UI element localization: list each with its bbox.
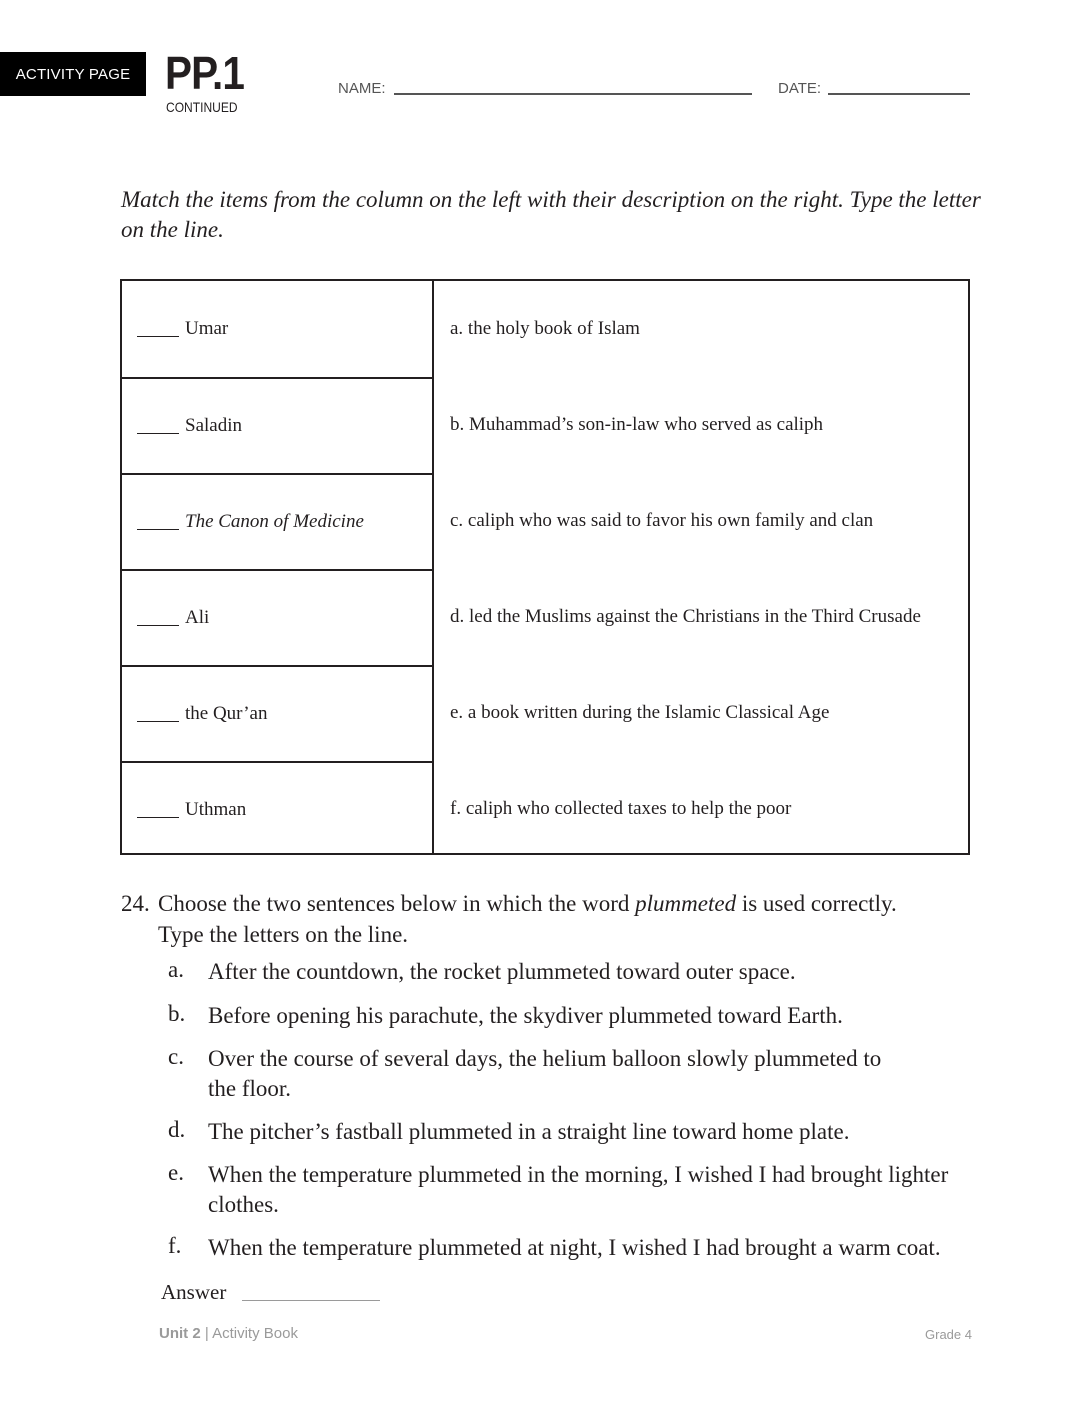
footer-grade: Grade 4 (925, 1327, 972, 1342)
question-emphasis: plummeted (635, 891, 737, 916)
continued-label: CONTINUED (166, 99, 238, 115)
matching-description: f. caliph who collected taxes to help the poor (450, 798, 792, 819)
matching-left-row (122, 473, 432, 569)
option-text: After the countdown, the rocket plummeted toward outer space. (208, 959, 796, 984)
option-letter: d. (168, 1117, 186, 1142)
option-text: When the temperature plummeted at night, I wished I had brought a warm coat. (208, 1235, 941, 1260)
option-text: Over the course of several days, the helium balloon slowly plummeted to the floor. (208, 1046, 882, 1101)
matching-description: c. caliph who was said to favor his own family and clan (450, 510, 874, 531)
activity-page-tab (0, 52, 146, 96)
matching-left-item: The Canon of Medicine (185, 511, 364, 532)
option-text: The pitcher’s fastball plummeted in a straight line toward home plate. (208, 1119, 850, 1144)
question-verb: Choose (158, 891, 227, 916)
question-prompt (158, 889, 988, 919)
answer-blank[interactable] (137, 707, 179, 722)
answer-blank[interactable] (137, 803, 179, 818)
footer-unit (159, 1325, 298, 1342)
matching-left-item: Saladin (185, 415, 242, 436)
answer-blank[interactable] (137, 419, 179, 434)
matching-left-item: Umar (185, 318, 229, 339)
matching-left-column (122, 281, 434, 853)
answer-line[interactable] (242, 1300, 380, 1301)
option-letter: b. (168, 1001, 186, 1026)
answer-blank[interactable] (137, 515, 179, 530)
matching-table (120, 279, 970, 855)
question-prompt-line2: Type the letters on the line. (158, 922, 409, 947)
footer-book: Activity Book (212, 1325, 298, 1342)
matching-left-row (122, 569, 432, 665)
matching-left-item: Ali (185, 607, 210, 628)
option-text: Before opening his parachute, the skydiver plummeted toward Earth. (208, 1003, 843, 1028)
matching-left-item: Uthman (185, 799, 247, 820)
footer-separator: | (204, 1325, 209, 1342)
date-label: DATE: (778, 80, 822, 97)
instructions: Match the items from the column on the left with their description on the right. Type the letter on the line. (121, 187, 981, 242)
date-line[interactable] (828, 93, 970, 95)
page-code: PP.1 (165, 47, 245, 99)
footer-unit-number: Unit 2 (159, 1325, 201, 1342)
matching-left-row (122, 377, 432, 473)
question-number: 24. (121, 891, 150, 916)
matching-description: b. Muhammad’s son-in-law who served as caliph (450, 414, 824, 435)
activity-page-label: ACTIVITY PAGE (15, 65, 131, 83)
matching-description: d. led the Muslims against the Christians in the Third Crusade (450, 606, 921, 627)
option-text: When the temperature plummeted in the morning, I wished I had brought lighter clothes. (208, 1162, 949, 1217)
matching-left-row (122, 665, 432, 761)
answer-blank[interactable] (137, 611, 179, 626)
option-letter: e. (168, 1160, 184, 1185)
option-letter: f. (168, 1233, 182, 1258)
question-text-after: is used correctly. (736, 891, 897, 916)
matching-left-row (122, 761, 432, 857)
answer-blank[interactable] (137, 322, 179, 337)
name-line[interactable] (394, 93, 752, 95)
name-label: NAME: (338, 80, 386, 97)
matching-left-row (122, 281, 432, 377)
option-letter: a. (168, 957, 184, 982)
answer-label: Answer (161, 1280, 227, 1304)
matching-description: a. the holy book of Islam (450, 318, 640, 339)
option-letter: c. (168, 1044, 184, 1069)
question-text-before: the two sentences below in which the word (227, 891, 636, 916)
matching-left-item: the Qur’an (185, 703, 268, 724)
matching-description: e. a book written during the Islamic Classical Age (450, 702, 830, 723)
